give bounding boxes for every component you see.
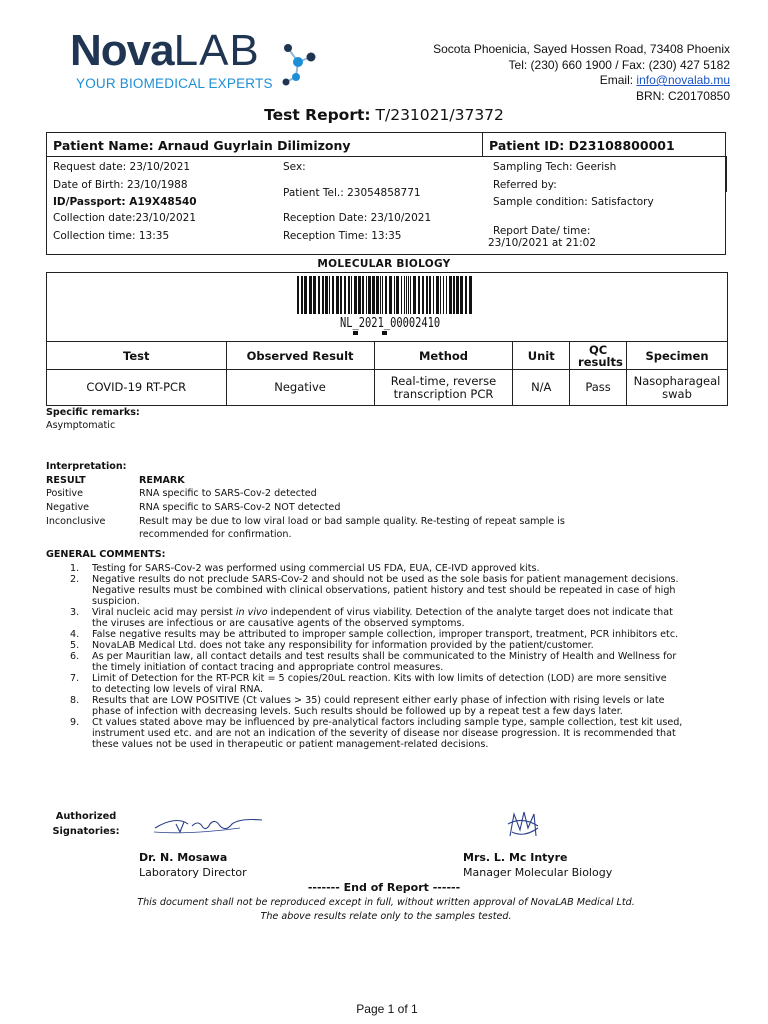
- request-date: Request date: 23/10/2021: [53, 161, 191, 173]
- interp-result-inconclusive: Inconclusive: [46, 516, 106, 527]
- report-date: 23/10/2021 at 21:02: [488, 237, 597, 249]
- end-of-report: ------- End of Report ------: [307, 881, 461, 894]
- sample-condition: Sample condition: Satisfactory: [493, 196, 654, 208]
- lab-phone: Tel: (230) 660 1900 / Fax: (230) 427 5182: [508, 57, 730, 72]
- list-item: [46, 695, 736, 717]
- list-item: [46, 640, 736, 651]
- col-qc-results: QC results: [570, 342, 627, 370]
- interp-col-remark: REMARK: [139, 475, 185, 486]
- results-header-row: [47, 342, 728, 370]
- list-item-number: 2.: [70, 574, 80, 585]
- molecule-logo-icon: [278, 42, 322, 88]
- footer-note-2: The above results relate only to the samples tested.: [260, 911, 512, 922]
- interp-remark-inconclusive-2: recommended for confirmation.: [139, 529, 292, 540]
- patient-id: Patient ID: D23108800001: [489, 138, 675, 153]
- col-unit: Unit: [513, 342, 570, 370]
- section-title: MOLECULAR BIOLOGY: [317, 258, 451, 270]
- list-item-line: phase of infection with decreasing levels. Such results should be followed up by a repeat test a few days later.: [92, 706, 623, 717]
- col-method: Method: [374, 342, 513, 370]
- lab-brn: BRN: C20170850: [635, 88, 730, 103]
- interp-result-positive: Positive: [46, 488, 83, 499]
- logo-nova-text: Nova: [70, 26, 174, 75]
- patient-tel: Patient Tel.: 23054858771: [283, 187, 421, 199]
- interp-col-result: RESULT: [46, 475, 86, 486]
- page-number: Page 1 of 1: [356, 1002, 418, 1016]
- list-item-line: NovaLAB Medical Ltd. does not take any responsibility for information provided by the patient/customer.: [92, 640, 594, 651]
- list-item-number: 9.: [70, 717, 80, 728]
- referred-by: Referred by:: [493, 179, 557, 191]
- report-title: Test Report: T/231021/37372: [264, 106, 504, 124]
- signature-1-icon: [150, 812, 270, 838]
- col-test: Test: [47, 342, 227, 370]
- interpretation-label: Interpretation:: [46, 461, 127, 472]
- collection-date: Collection date:23/10/2021: [53, 212, 197, 224]
- footer-note-1: This document shall not be reproduced except in full, without written approval of NovaLAB Medical Ltd.: [137, 897, 635, 908]
- lab-address: Socota Phoenicia, Sayed Hossen Road, 73408 Phoenix: [433, 42, 730, 56]
- date-of-birth: Date of Birth: 23/10/1988: [53, 179, 188, 191]
- sampling-tech: Sampling Tech: Geerish: [493, 161, 617, 173]
- results-table: [46, 341, 728, 406]
- logo-lab-text: LAB: [173, 26, 260, 75]
- list-item: [46, 574, 736, 607]
- list-item-line: the timely initiation of contact tracing and appropriate control measures.: [92, 662, 444, 673]
- col-specimen: Specimen: [627, 342, 728, 370]
- reception-date: Reception Date: 23/10/2021: [283, 212, 432, 224]
- list-item-line: Negative results must be combined with clinical observations, patient history and test should be repeated in case of high: [92, 585, 676, 596]
- passport: ID/Passport: A19X48540: [53, 196, 197, 208]
- lab-email-line: Email: info@novalab.mu: [599, 73, 730, 87]
- collection-time: Collection time: 13:35: [53, 230, 170, 242]
- signatory-2-name: Mrs. L. Mc Intyre: [463, 851, 568, 864]
- email-link[interactable]: info@novalab.mu: [636, 73, 730, 87]
- list-item-line: Negative results do not preclude SARS-Cov-2 and should not be used as the sole basis for patient management decisions.: [92, 574, 679, 585]
- list-item-line: Viral nucleic acid may persist in vivo independent of virus viability. Detection of the analyte target does not indicate that: [92, 607, 673, 618]
- interp-remark-inconclusive: Result may be due to low viral load or bad sample quality. Re-testing of repeat sample is: [139, 516, 565, 527]
- list-item: [46, 607, 736, 629]
- list-item: [46, 673, 736, 695]
- signatories-label: Authorized Signatories:: [52, 811, 120, 837]
- list-item-number: 4.: [70, 629, 80, 640]
- col-observed-result: Observed Result: [226, 342, 374, 370]
- list-item-line: these values not be used in therapeutic or patient management-related decisions.: [92, 739, 489, 750]
- logo-tagline: YOUR BIOMEDICAL EXPERTS: [76, 76, 273, 91]
- signatory-2-role: Manager Molecular Biology: [463, 866, 613, 879]
- list-item-line: Ct values stated above may be influenced by pre-analytical factors including sample type, sample collection, test kit used,: [92, 717, 683, 728]
- general-comments-label: GENERAL COMMENTS:: [46, 549, 166, 560]
- signatory-1-name: Dr. N. Mosawa: [139, 851, 228, 864]
- reception-time: Reception Time: 13:35: [283, 230, 402, 242]
- list-item-line: Testing for SARS-Cov-2 was performed using commercial US FDA, EUA, CE-IVD approved kits.: [92, 563, 540, 574]
- specific-remarks-label: Specific remarks:: [46, 407, 140, 418]
- table-row: COVID-19 RT-PCR Negative Real-time, reverse transcription PCR N/A Pass Nasopharageal swab: [47, 370, 728, 406]
- list-item-number: 3.: [70, 607, 80, 618]
- lab-address-block: [433, 42, 730, 104]
- list-item-line: to detecting low levels of viral RNA.: [92, 684, 264, 695]
- sex: Sex:: [283, 161, 306, 173]
- logo: [70, 26, 260, 76]
- signature-2-icon: [504, 808, 544, 844]
- list-item-number: 5.: [70, 640, 80, 651]
- list-item-number: 1.: [70, 563, 80, 574]
- barcode-text: NL_2021_00002410: [340, 316, 441, 331]
- list-item-number: 6.: [70, 651, 80, 662]
- interp-remark-negative: RNA specific to SARS-Cov-2 NOT detected: [139, 502, 341, 513]
- list-item-number: 8.: [70, 695, 80, 706]
- list-item-line: False negative results may be attributed to improper sample collection, improper transport, treatment, PCR inhibitors etc.: [92, 629, 679, 640]
- signatory-1-role: Laboratory Director: [139, 866, 247, 879]
- interp-remark-positive: RNA specific to SARS-Cov-2 detected: [139, 488, 317, 499]
- patient-name: Patient Name: Arnaud Guyrlain Dilimizony: [53, 138, 351, 153]
- list-item-line: suspicion.: [92, 596, 140, 607]
- list-item-line: Results that are LOW POSITIVE (Ct values > 35) could represent either early phase of infection with rising levels or late: [92, 695, 665, 706]
- general-comments-list: [46, 563, 736, 750]
- list-item: [46, 629, 736, 640]
- list-item-line: the viruses are infectious or are causative agents of the observed symptoms.: [92, 618, 465, 629]
- list-item-number: 7.: [70, 673, 80, 684]
- list-item: [46, 717, 736, 750]
- patient-info-box: [46, 132, 726, 255]
- list-item-line: As per Mauritian law, all contact details and test results shall be communicated to the Ministry of Health and Wellness for: [92, 651, 677, 662]
- list-item-line: Limit of Detection for the RT-PCR kit = 5 copies/20uL reaction. Kits with low limits of detection (LOD) are more sensitive: [92, 673, 667, 684]
- list-item: [46, 563, 736, 574]
- list-item-line: instrument used etc. and are not an indication of the severity of disease nor disease progression. It is recommended that: [92, 728, 676, 739]
- report-date-label: Report Date/ time:: [493, 225, 591, 237]
- barcode-icon: [297, 276, 475, 316]
- specific-remarks-text: Asymptomatic: [46, 420, 116, 431]
- list-item: [46, 651, 736, 673]
- interp-result-negative: Negative: [46, 502, 90, 513]
